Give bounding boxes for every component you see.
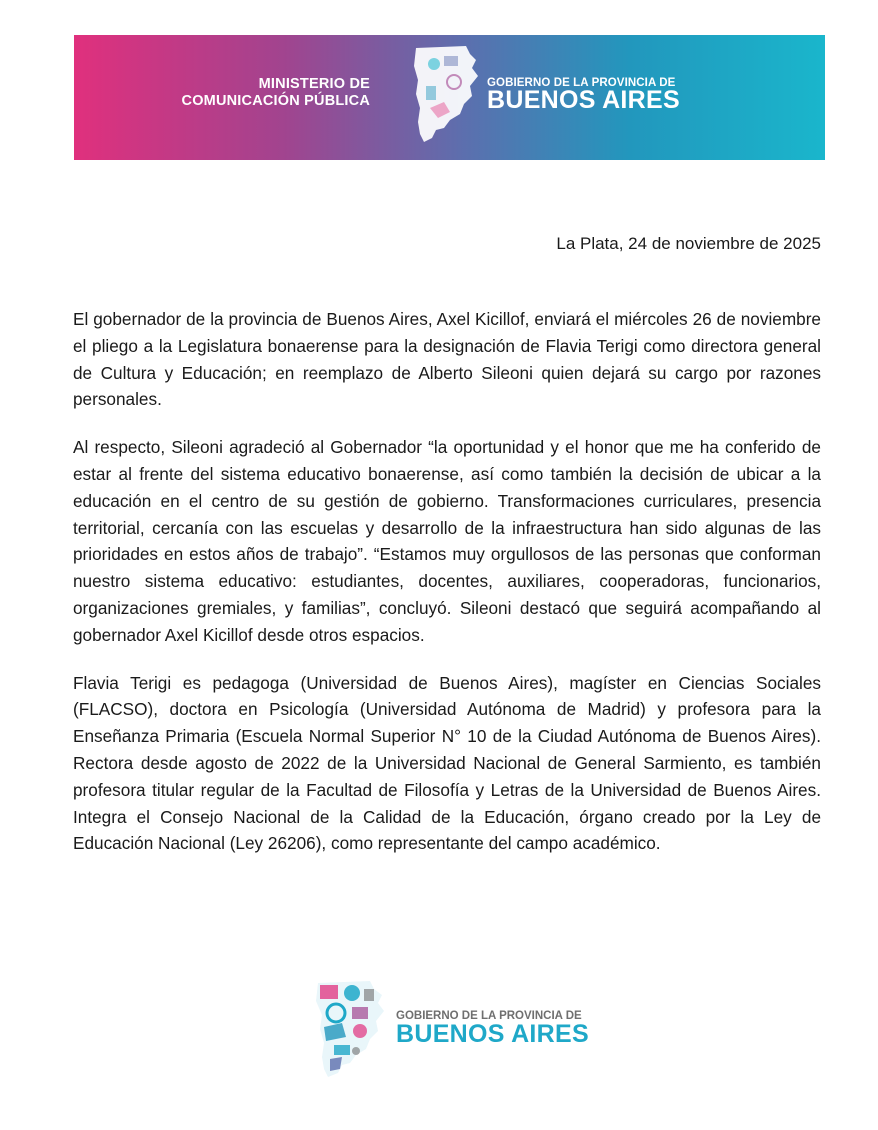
- paragraph-1: El gobernador de la provincia de Buenos Aires, Axel Kicillof, enviará el miércoles 26 de noviembre el pliego a la Legislatura bonaerense para la designación de Flavia Terigi como directora general de Cultura y Educación; en reemplazo de Alberto Sileoni quien dejará su cargo por razones personales.: [73, 309, 821, 410]
- footer-logo: [312, 977, 602, 1082]
- province-map-emblem-icon: [312, 977, 388, 1081]
- dateline: La Plata, 24 de noviembre de 2025: [556, 234, 821, 253]
- footer-gov-big: BUENOS AIRES: [396, 1020, 589, 1048]
- paragraph-3: Flavia Terigi es pedagoga (Universidad de Buenos Aires), magíster en Ciencias Sociales (FLACSO), doctora en Psicología (Universidad Autónoma de Madrid) y profesora para la Enseñanza Primaria (Escuela Normal Superior N° 10 de la Ciudad Autónoma de Buenos Aires). Rectora desde agosto de 2022 de la Universidad Nacional de General Sarmiento, es también profesora titular regular de la Facultad de Filosofía y Letras de la Universidad de Buenos Aires. Integra el Consejo Nacional de la Calidad de la Educación, órgano creado por la Ley de Educación Nacional (Ley 26206), como representante del campo académico.: [73, 672, 821, 854]
- province-map-emblem-icon: [410, 42, 480, 146]
- banner-gov-small: GOBIERNO DE LA PROVINCIA DE: [487, 77, 676, 89]
- footer-gov-small: GOBIERNO DE LA PROVINCIA DE: [396, 1010, 582, 1022]
- banner-gov-big: BUENOS AIRES: [487, 86, 680, 114]
- header-banner: [74, 35, 825, 160]
- ministry-logo-text: [182, 76, 370, 110]
- paragraph-2: Al respecto, Sileoni agradeció al Gobernador “la oportunidad y el honor que me ha conferido de estar al frente del sistema educativo bonaerense, así como también la decisión de ubicar a la educación en el centro de su gestión de gobierno. Transformaciones curriculares, presencia territorial, cercanía con las escuelas y desarrollo de la infraestructura han sido algunas de las prioridades en estos años de trabajo”. “Estamos muy orgullosos de las personas que conforman nuestro sistema educativo: estudiantes, docentes, auxiliares, cooperadoras, funcionarios, organizaciones gremiales, y familias”, concluyó. Sileoni destacó que seguirá acompañando al gobernador Axel Kicillof desde otros espacios.: [73, 437, 821, 645]
- ministry-line-1: MINISTERIO DE: [258, 76, 370, 92]
- press-release-body: [73, 306, 821, 878]
- ministry-line-2: COMUNICACIÓN PÚBLICA: [181, 93, 370, 109]
